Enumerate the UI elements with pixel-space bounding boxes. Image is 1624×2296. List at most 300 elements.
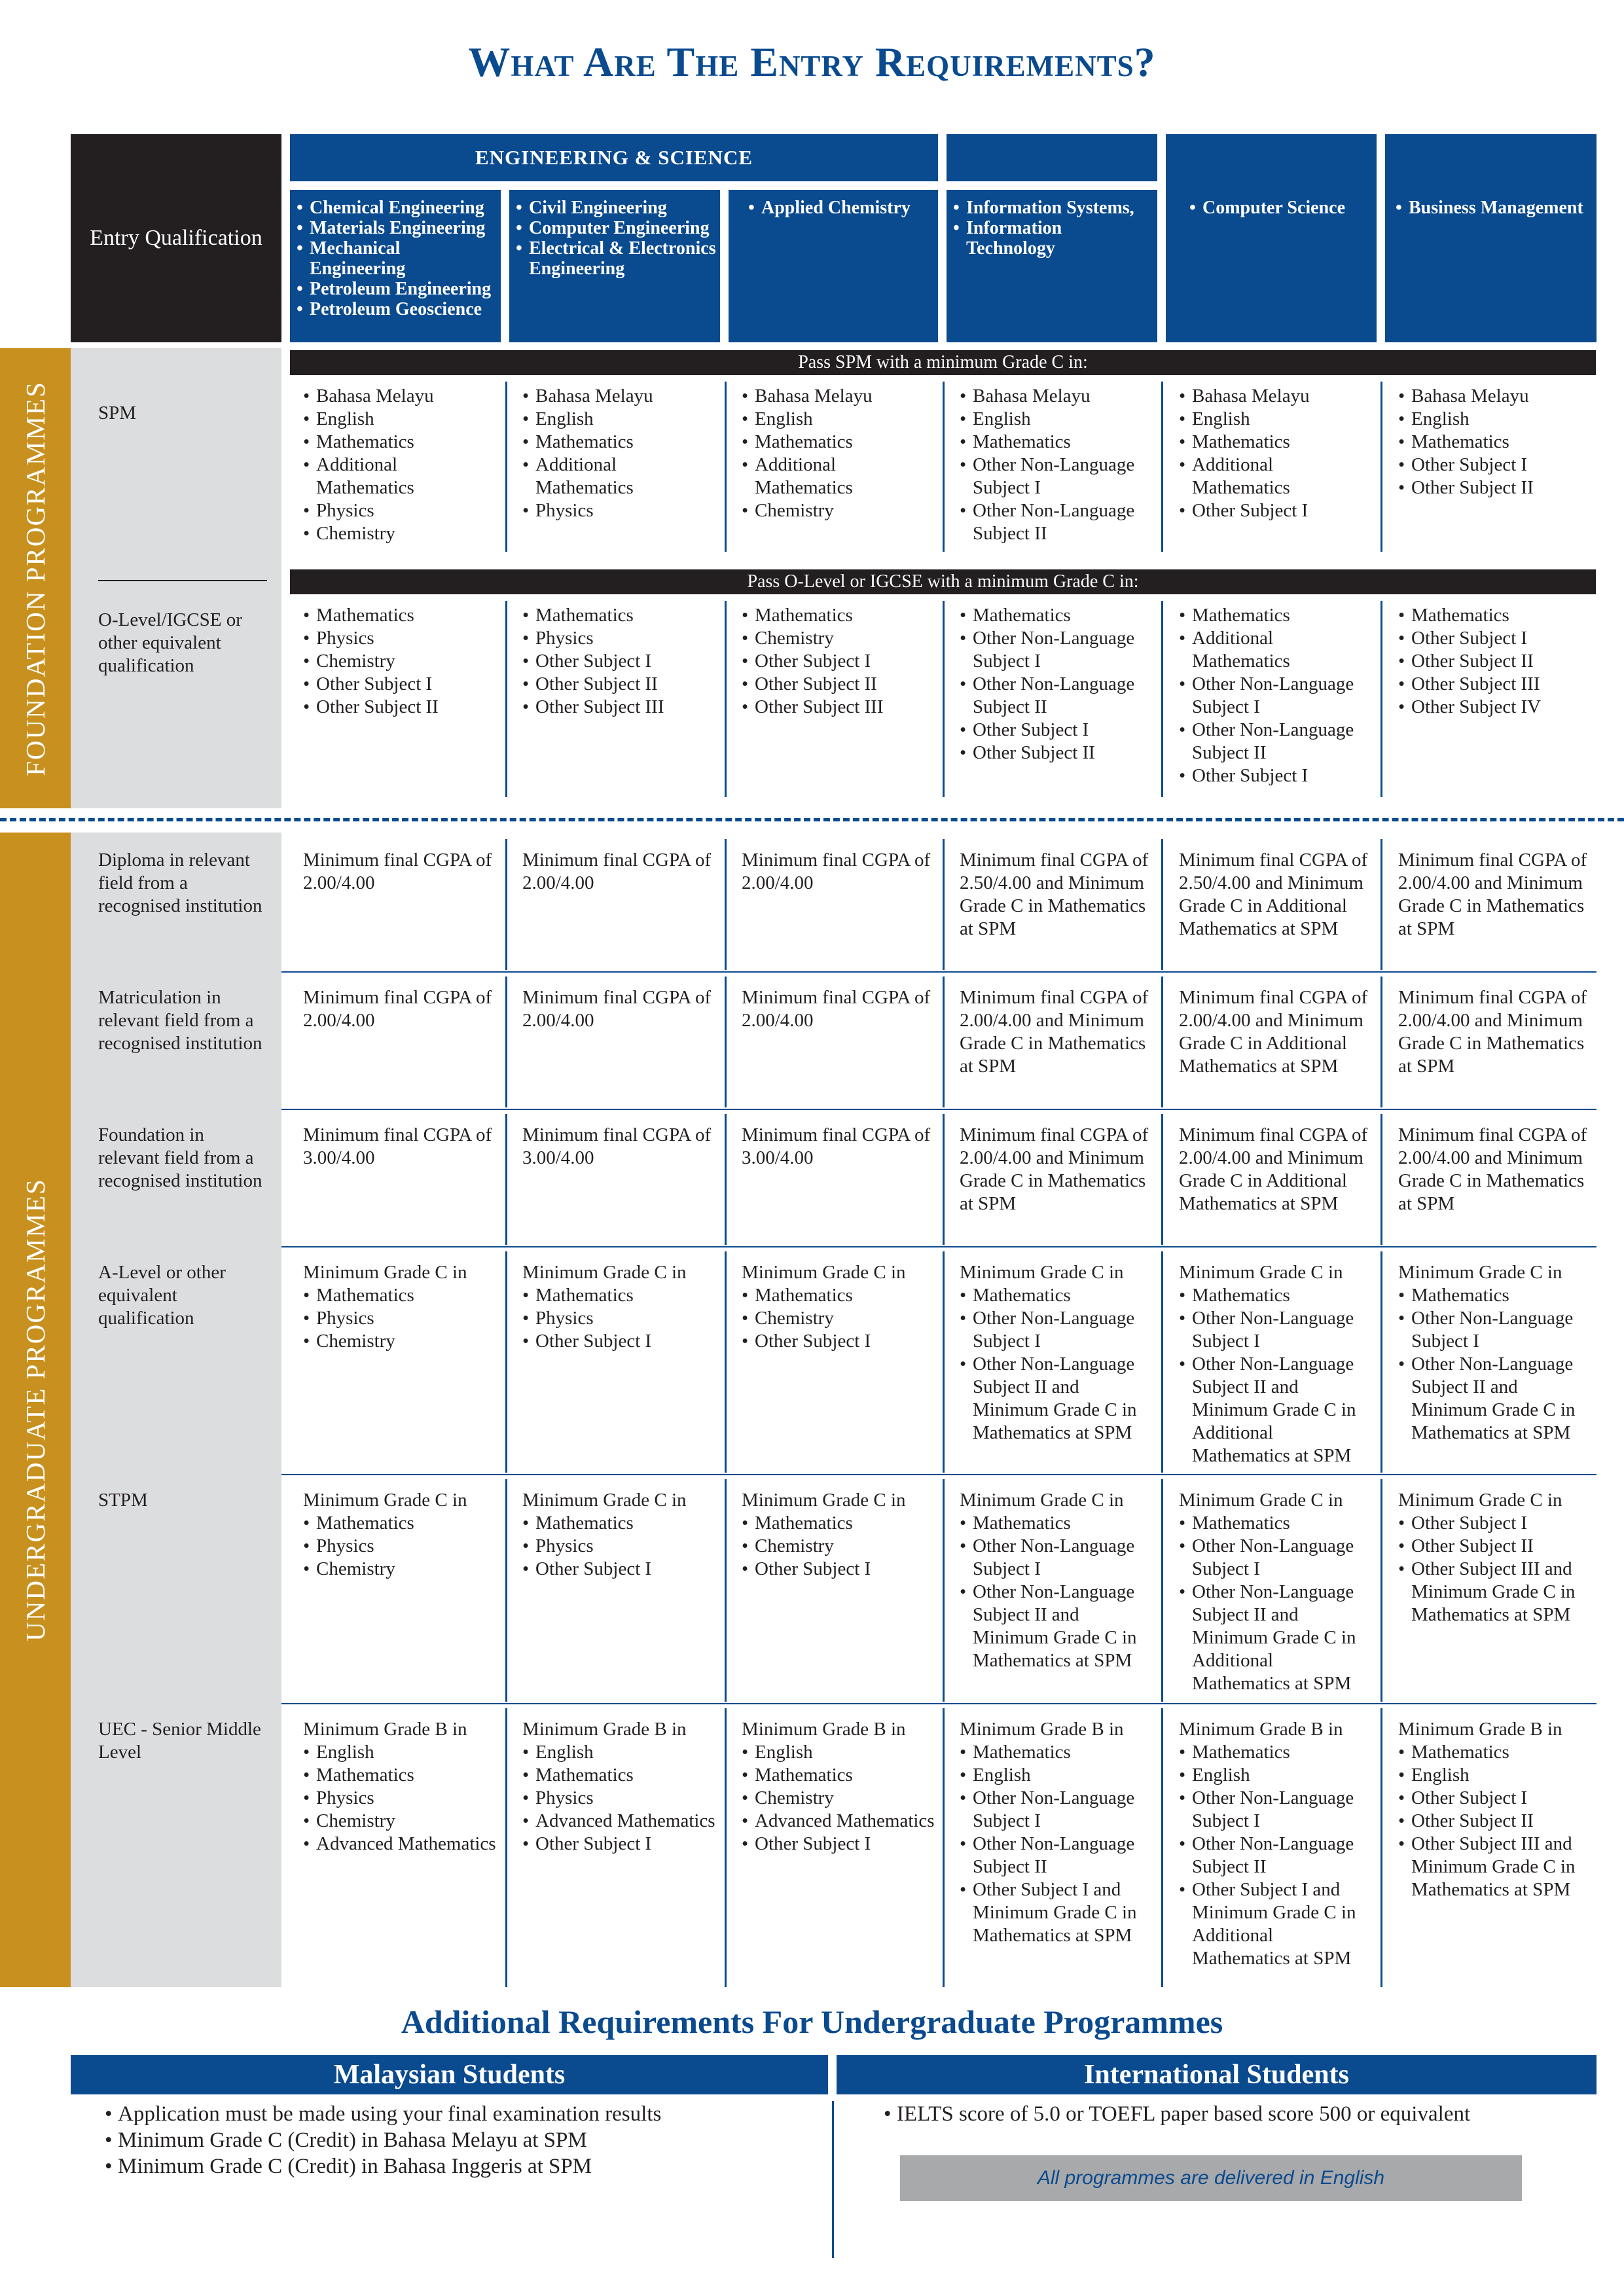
row-divider [281, 1246, 1597, 1247]
column-divider [1161, 1251, 1163, 1473]
requirement-item: • Other Non-Language Subject II and Minimum Grade C in Mathematics at SPM [960, 1581, 1155, 1672]
requirement-intro: Minimum final CGPA of 2.00/4.00 [522, 850, 712, 893]
requirement-item: • Mathematics [303, 431, 498, 454]
requirement-intro: Minimum final CGPA of 2.00/4.00 and Minimum Grade C in Mathematics at SPM [1398, 1124, 1587, 1214]
requirement-item: • Other Subject I [1398, 1787, 1593, 1810]
requirement-intro: Minimum Grade C in [960, 1490, 1124, 1511]
column-divider [1161, 382, 1163, 552]
undergraduate-cell [1166, 1124, 1377, 1215]
requirement-intro: Minimum final CGPA of 3.00/4.00 [742, 1124, 931, 1168]
requirement-item: • Mathematics [1398, 431, 1593, 454]
requirement-item: • Other Subject I [1398, 454, 1593, 476]
requirement-item: • Additional Mathematics [303, 454, 498, 499]
requirement-item: • English [742, 408, 937, 431]
requirement-item: • Other Non-Language Subject I [1398, 1307, 1593, 1353]
column-divider [943, 382, 945, 552]
requirement-item: • Other Non-Language Subject I [1179, 673, 1374, 719]
column-divider [1380, 1479, 1382, 1702]
requirement-item: • Other Non-Language Subject II [1179, 1833, 1374, 1878]
requirement-item: • Mathematics [1179, 1741, 1374, 1764]
requirement-item: • Other Subject I [522, 1330, 717, 1353]
requirement-intro: Minimum Grade C in [1179, 1262, 1343, 1283]
requirement-item: • Other Non-Language Subject I [1179, 1535, 1374, 1581]
programme-name: • Civil Engineering [516, 198, 717, 218]
requirement-item: • Other Subject I [1179, 764, 1374, 787]
requirement-intro: Minimum Grade C in [960, 1262, 1124, 1283]
requirement-intro: Minimum Grade C in [522, 1262, 687, 1283]
requirement-item: • Other Subject I [522, 1833, 717, 1856]
requirement-item: • Other Subject I [742, 1330, 937, 1353]
foundation-cell [1385, 385, 1596, 499]
column-divider [943, 977, 945, 1107]
requirement-item: • Physics [522, 627, 717, 650]
requirement-item: • English [1398, 408, 1593, 431]
requirement-item: • Mathematics [960, 431, 1155, 454]
undergraduate-cell [729, 1261, 939, 1353]
requirement-item: • Additional Mathematics [522, 454, 717, 499]
requirement-item: • Mathematics [960, 1741, 1155, 1764]
undergraduate-cell [1385, 849, 1596, 941]
foundation-cell [290, 604, 501, 719]
foundation-cell [290, 385, 501, 545]
column-divider [1380, 1251, 1382, 1473]
foundation-cell [729, 604, 939, 719]
olevel-requirement-bar: Pass O-Level or IGCSE with a minimum Grade C in: [290, 569, 1596, 594]
requirement-item: • English [303, 408, 498, 431]
requirement-item: • Other Subject I [960, 719, 1155, 742]
requirement-item: • Physics [522, 1307, 717, 1330]
requirement-item: • Bahasa Melayu [522, 385, 717, 408]
requirement-item: • Mathematics [303, 1284, 498, 1307]
requirement-intro: Minimum Grade B in [1179, 1719, 1343, 1740]
requirement-item: • English [742, 1741, 937, 1764]
requirement-item: • Mathematics [742, 1512, 937, 1535]
requirement-item: • IELTS score of 5.0 or TOEFL paper based score 500 or equivalent [884, 2101, 1591, 2127]
requirement-item: • Physics [303, 627, 498, 650]
requirement-item: • English [1398, 1764, 1593, 1787]
requirement-intro: Minimum final CGPA of 2.00/4.00 and Minimum Grade C in Mathematics at SPM [960, 1124, 1149, 1214]
programme-name: • Computer Science [1189, 198, 1374, 218]
requirement-intro: Minimum final CGPA of 2.00/4.00 and Minimum Grade C in Additional Mathematics at SPM [1179, 1124, 1368, 1214]
programme-name: • Information Technology [953, 218, 1155, 259]
requirement-item: • Chemistry [303, 650, 498, 673]
requirement-intro: Minimum Grade B in [742, 1719, 906, 1740]
requirement-item: • Other Non-Language Subject I [960, 454, 1155, 499]
additional-requirements-title: Additional Requirements For Undergraduate Programmes [401, 2003, 1223, 2040]
requirement-intro: Minimum final CGPA of 2.00/4.00 [303, 850, 492, 893]
requirement-item: • Bahasa Melayu [1398, 385, 1593, 408]
requirement-item: • Other Subject I [1179, 499, 1374, 522]
column-divider [505, 1479, 507, 1702]
foundation-side-label: FOUNDATION PROGRAMMES [0, 348, 71, 808]
foundation-cell [1385, 604, 1596, 719]
requirement-intro: Minimum final CGPA of 2.00/4.00 and Minimum Grade C in Mathematics at SPM [960, 987, 1149, 1077]
column-divider [505, 1251, 507, 1473]
requirement-item: • Other Subject II [303, 696, 498, 719]
programme-name: • Computer Engineering [516, 218, 717, 238]
undergraduate-cell [1385, 1718, 1596, 1901]
international-requirements-list [884, 2101, 1591, 2127]
column-divider [1161, 977, 1163, 1107]
undergraduate-cell [947, 1489, 1157, 1672]
requirement-item: • Additional Mathematics [742, 454, 937, 499]
requirement-item: • Other Subject I [1398, 1512, 1593, 1535]
requirement-item: • Chemistry [303, 1330, 498, 1353]
requirement-item: • Bahasa Melayu [742, 385, 937, 408]
requirement-intro: Minimum Grade B in [960, 1719, 1124, 1740]
requirement-intro: Minimum final CGPA of 2.00/4.00 [303, 987, 492, 1031]
programme-name: • Materials Engineering [297, 218, 498, 238]
column-divider [1380, 601, 1382, 797]
undergraduate-cell [509, 1261, 720, 1353]
requirement-item: • Other Non-Language Subject II [960, 1833, 1155, 1878]
requirement-intro: Minimum Grade C in [1398, 1490, 1562, 1511]
column-divider [1380, 1708, 1382, 1987]
column-divider [505, 1708, 507, 1987]
requirement-item: • Other Subject I [522, 1558, 717, 1581]
requirement-item: • Mathematics [1179, 604, 1374, 627]
requirement-intro: Minimum Grade C in [1398, 1262, 1562, 1283]
requirement-item: • Other Non-Language Subject II [960, 673, 1155, 719]
column-divider [725, 839, 727, 970]
requirement-item: • Bahasa Melayu [960, 385, 1155, 408]
international-students-heading: International Students [837, 2055, 1597, 2094]
foundation-cell [509, 385, 720, 522]
column-divider [943, 1114, 945, 1245]
requirement-item: • Other Non-Language Subject II [1179, 719, 1374, 764]
requirement-item: • Other Subject I [1398, 627, 1593, 650]
programme-name: • Applied Chemistry [748, 198, 935, 218]
requirement-item: • Chemistry [742, 1307, 937, 1330]
column-divider [1161, 1708, 1163, 1987]
undergraduate-cell [509, 1489, 720, 1581]
row-divider [281, 1474, 1597, 1475]
spm-requirement-bar: Pass SPM with a minimum Grade C in: [290, 350, 1596, 375]
requirement-item: • Other Subject II [522, 673, 717, 696]
requirement-intro: Minimum final CGPA of 2.00/4.00 and Minimum Grade C in Additional Mathematics at SPM [1179, 987, 1368, 1077]
requirement-intro: Minimum Grade C in [1179, 1490, 1343, 1511]
column-divider [1161, 1114, 1163, 1245]
requirement-item: • Chemistry [742, 499, 937, 522]
requirement-item: • Mathematics [522, 1512, 717, 1535]
programme-header-col2 [509, 190, 720, 342]
requirement-item: • Chemistry [303, 1810, 498, 1833]
requirement-item: • Other Subject III [742, 696, 937, 719]
requirement-intro: Minimum Grade C in [522, 1490, 687, 1511]
requirement-item: • Other Subject II [1398, 1535, 1593, 1558]
requirement-item: • Mathematics [303, 1512, 498, 1535]
programme-name: • Business Management [1396, 198, 1594, 218]
programme-header-col6 [1385, 134, 1597, 342]
requirement-item: • Bahasa Melayu [303, 385, 498, 408]
column-divider [725, 977, 727, 1107]
requirement-intro: Minimum Grade C in [303, 1490, 467, 1511]
undergraduate-cell [1166, 1261, 1377, 1467]
undergraduate-row-label: Diploma in relevant field from a recognised institution [98, 850, 262, 916]
requirement-item: • Other Subject I [303, 673, 498, 696]
requirement-item: • Chemistry [303, 522, 498, 545]
undergraduate-cell [1385, 1489, 1596, 1626]
column-divider [1380, 1114, 1382, 1245]
requirement-item: • Bahasa Melayu [1179, 385, 1374, 408]
requirement-intro: Minimum final CGPA of 3.00/4.00 [522, 1124, 712, 1168]
requirement-item: • Other Subject II [1398, 476, 1593, 499]
column-divider [725, 601, 727, 797]
programme-header-col3 [729, 190, 938, 342]
column-divider [1161, 839, 1163, 970]
undergraduate-cell [947, 1261, 1157, 1444]
requirement-item: • Other Non-Language Subject I [960, 627, 1155, 673]
requirement-item: • Other Subject I [742, 650, 937, 673]
requirement-item: • Other Non-Language Subject I [960, 1307, 1155, 1353]
foundation-cell [1166, 385, 1377, 522]
column-divider [832, 2101, 834, 2258]
requirement-item: • Other Subject I and Minimum Grade C in Mathematics at SPM [960, 1878, 1155, 1947]
page-title: What Are The Entry Requirements? [468, 39, 1156, 85]
row-divider [281, 1109, 1597, 1110]
programme-name: • Mechanical Engineering [297, 238, 498, 279]
requirement-intro: Minimum Grade C in [303, 1262, 467, 1283]
programme-name: • Petroleum Engineering [297, 279, 498, 299]
column-divider [505, 839, 507, 970]
undergraduate-cell [729, 1124, 939, 1170]
column-divider [1380, 382, 1382, 552]
requirement-intro: Minimum final CGPA of 2.00/4.00 [522, 987, 712, 1031]
section-separator [0, 818, 1624, 821]
column-divider [1161, 601, 1163, 797]
column-divider [725, 382, 727, 552]
requirement-item: • Other Subject II [960, 742, 1155, 764]
requirement-item: • Physics [303, 1787, 498, 1810]
row-divider [281, 1703, 1597, 1704]
undergraduate-cell [509, 1124, 720, 1170]
requirement-item: • Chemistry [742, 1535, 937, 1558]
malaysian-requirements-list [105, 2101, 825, 2179]
undergraduate-cell [1385, 1124, 1596, 1215]
requirement-item: • Physics [522, 1787, 717, 1810]
column-divider [725, 1479, 727, 1702]
undergraduate-cell [509, 849, 720, 895]
undergraduate-row-label: STPM [98, 1490, 148, 1511]
requirement-item: • Application must be made using your final examination results [105, 2101, 825, 2127]
requirement-item: • Other Subject III and Minimum Grade C in Mathematics at SPM [1398, 1833, 1593, 1901]
requirement-item: • English [303, 1741, 498, 1764]
requirement-item: • Other Non-Language Subject I [960, 1787, 1155, 1833]
row-label-spm: SPM [98, 403, 137, 423]
programme-header-col5 [1166, 134, 1377, 342]
requirement-intro: Minimum Grade C in [742, 1490, 906, 1511]
undergraduate-cell [729, 1718, 939, 1856]
requirement-item: • Other Subject I [742, 1558, 937, 1581]
requirement-item: • Minimum Grade C (Credit) in Bahasa Melayu at SPM [105, 2127, 825, 2153]
requirement-intro: Minimum Grade B in [1398, 1719, 1562, 1740]
column-divider [725, 1114, 727, 1245]
undergraduate-row-label: Foundation in relevant field from a recognised institution [98, 1124, 262, 1191]
undergraduate-cell [947, 849, 1157, 941]
undergraduate-row-label: A-Level or other equivalent qualification [98, 1262, 226, 1329]
requirement-intro: Minimum final CGPA of 2.00/4.00 [742, 987, 931, 1031]
requirement-item: • Mathematics [742, 604, 937, 627]
requirement-item: • Other Non-Language Subject II and Minimum Grade C in Mathematics at SPM [1398, 1353, 1593, 1444]
requirement-item: • Other Subject III [1398, 673, 1593, 696]
requirement-item: • Other Non-Language Subject I [960, 1535, 1155, 1581]
undergraduate-cell [290, 1124, 501, 1170]
column-divider [505, 977, 507, 1107]
requirement-intro: Minimum final CGPA of 2.50/4.00 and Minimum Grade C in Mathematics at SPM [960, 850, 1149, 939]
column-divider [943, 839, 945, 970]
requirement-item: • Other Subject I [522, 650, 717, 673]
requirement-intro: Minimum Grade B in [522, 1719, 687, 1740]
requirement-item: • Other Subject II [1398, 1810, 1593, 1833]
requirement-item: • Mathematics [960, 1512, 1155, 1535]
requirement-item: • English [1179, 1764, 1374, 1787]
column-divider [943, 1251, 945, 1473]
requirement-item: • Mathematics [1398, 604, 1593, 627]
requirement-item: • Other Non-Language Subject I [1179, 1307, 1374, 1353]
requirement-intro: Minimum final CGPA of 2.00/4.00 and Minimum Grade C in Mathematics at SPM [1398, 987, 1587, 1077]
row-divider [98, 580, 267, 581]
requirement-item: • Other Subject III [522, 696, 717, 719]
requirement-intro: Minimum final CGPA of 3.00/4.00 [303, 1124, 492, 1168]
requirement-item: • Mathematics [1179, 431, 1374, 454]
undergraduate-cell [290, 986, 501, 1032]
requirement-item: • Chemistry [742, 1787, 937, 1810]
requirement-item: • English [522, 1741, 717, 1764]
group-engineering-science: ENGINEERING & SCIENCE [290, 134, 938, 181]
column-divider [505, 601, 507, 797]
requirement-item: • Mathematics [1398, 1741, 1593, 1764]
programme-name: • Petroleum Geoscience [297, 299, 498, 319]
row-divider [281, 971, 1597, 973]
foundation-cell [729, 385, 939, 522]
requirement-intro: Minimum final CGPA of 2.00/4.00 [742, 850, 931, 893]
undergraduate-cell [290, 849, 501, 895]
entry-qualification-header: Entry Qualification [71, 134, 281, 342]
requirement-item: • English [1179, 408, 1374, 431]
requirement-item: • Other Subject IV [1398, 696, 1593, 719]
programme-name: • Chemical Engineering [297, 198, 498, 218]
undergraduate-row-label: Matriculation in relevant field from a recognised institution [98, 987, 262, 1054]
requirement-item: • Other Non-Language Subject II and Minimum Grade C in Additional Mathematics at SPM [1179, 1353, 1374, 1467]
programme-name: • Electrical & Electronics Engineering [516, 238, 717, 279]
requirement-item: • Additional Mathematics [1179, 627, 1374, 673]
requirement-item: • Mathematics [742, 1284, 937, 1307]
requirement-item: • Physics [303, 499, 498, 522]
requirement-item: • Mathematics [1398, 1284, 1593, 1307]
row-label-olevel: O-Level/IGCSE or other equivalent qualification [98, 609, 242, 676]
undergraduate-cell [729, 986, 939, 1032]
requirement-item: • Physics [303, 1535, 498, 1558]
requirement-item: • Chemistry [742, 627, 937, 650]
requirement-item: • English [522, 408, 717, 431]
requirement-item: • Physics [522, 499, 717, 522]
undergraduate-cell [290, 1489, 501, 1581]
undergraduate-cell [1166, 1489, 1377, 1695]
language-note: All programmes are delivered in English [900, 2155, 1522, 2201]
undergraduate-cell [1385, 1261, 1596, 1444]
programme-header-col4 [947, 134, 1157, 342]
requirement-item: • Physics [522, 1535, 717, 1558]
column-divider [943, 601, 945, 797]
requirement-item: • Mathematics [522, 431, 717, 454]
column-divider [1161, 1479, 1163, 1702]
foundation-cell [1166, 604, 1377, 787]
requirement-item: • Mathematics [522, 604, 717, 627]
requirement-item: • Other Non-Language Subject II and Minimum Grade C in Mathematics at SPM [960, 1353, 1155, 1444]
requirement-item: • Mathematics [522, 1284, 717, 1307]
undergraduate-cell [1385, 986, 1596, 1078]
undergraduate-cell [729, 1489, 939, 1581]
requirement-item: • Other Subject I [742, 1833, 937, 1856]
undergraduate-cell [509, 1718, 720, 1856]
requirement-item: • Advanced Mathematics [303, 1833, 498, 1856]
requirement-item: • English [960, 1764, 1155, 1787]
requirement-intro: Minimum Grade B in [303, 1719, 467, 1740]
requirement-item: • Mathematics [742, 431, 937, 454]
requirement-item: • Other Non-Language Subject I [1179, 1787, 1374, 1833]
column-divider [725, 1708, 727, 1987]
requirement-item: • Mathematics [742, 1764, 937, 1787]
undergraduate-cell [947, 1124, 1157, 1215]
column-divider [505, 1114, 507, 1245]
requirement-intro: Minimum Grade C in [742, 1262, 906, 1283]
undergraduate-cell [1166, 1718, 1377, 1970]
foundation-cell [947, 385, 1157, 545]
requirement-item: • Physics [303, 1307, 498, 1330]
undergraduate-cell [947, 986, 1157, 1078]
requirement-item: • Other Subject III and Minimum Grade C in Mathematics at SPM [1398, 1558, 1593, 1626]
requirement-item: • Chemistry [303, 1558, 498, 1581]
undergraduate-side-label: UNDERGRADUATE PROGRAMMES [0, 833, 71, 1987]
requirement-item: • English [960, 408, 1155, 431]
programme-name: • Information Systems, [953, 198, 1155, 218]
requirement-item: • Additional Mathematics [1179, 454, 1374, 499]
undergraduate-cell [1166, 986, 1377, 1078]
requirement-item: • Other Subject II [742, 673, 937, 696]
requirement-item: • Advanced Mathematics [742, 1810, 937, 1833]
requirement-item: • Mathematics [960, 604, 1155, 627]
undergraduate-row-label: UEC - Senior Middle Level [98, 1719, 261, 1763]
foundation-cell [509, 604, 720, 719]
requirement-item: • Mathematics [303, 604, 498, 627]
requirement-item: • Mathematics [522, 1764, 717, 1787]
column-divider [505, 382, 507, 552]
column-divider [725, 1251, 727, 1473]
programme-header-col1 [290, 190, 501, 342]
foundation-cell [947, 604, 1157, 764]
requirement-intro: Minimum final CGPA of 2.00/4.00 and Minimum Grade C in Mathematics at SPM [1398, 850, 1587, 939]
requirement-item: • Mathematics [960, 1284, 1155, 1307]
undergraduate-cell [1166, 849, 1377, 941]
requirement-item: • Other Non-Language Subject II and Minimum Grade C in Additional Mathematics at SPM [1179, 1581, 1374, 1695]
requirement-intro: Minimum final CGPA of 2.50/4.00 and Minimum Grade C in Additional Mathematics at SPM [1179, 850, 1368, 939]
requirement-item: • Minimum Grade C (Credit) in Bahasa Inggeris at SPM [105, 2153, 825, 2179]
column-divider [943, 1708, 945, 1987]
requirement-item: • Mathematics [1179, 1284, 1374, 1307]
requirement-item: • Mathematics [1179, 1512, 1374, 1535]
requirement-item: • Other Subject I and Minimum Grade C in Additional Mathematics at SPM [1179, 1878, 1374, 1970]
column-divider [1380, 839, 1382, 970]
column-divider [1380, 977, 1382, 1107]
requirement-item: • Advanced Mathematics [522, 1810, 717, 1833]
requirement-item: • Other Subject II [1398, 650, 1593, 673]
undergraduate-cell [947, 1718, 1157, 1947]
undergraduate-cell [509, 986, 720, 1032]
requirement-item: • Other Non-Language Subject II [960, 499, 1155, 545]
undergraduate-cell [290, 1261, 501, 1353]
malaysian-students-heading: Malaysian Students [71, 2055, 828, 2094]
requirement-item: • Mathematics [303, 1764, 498, 1787]
